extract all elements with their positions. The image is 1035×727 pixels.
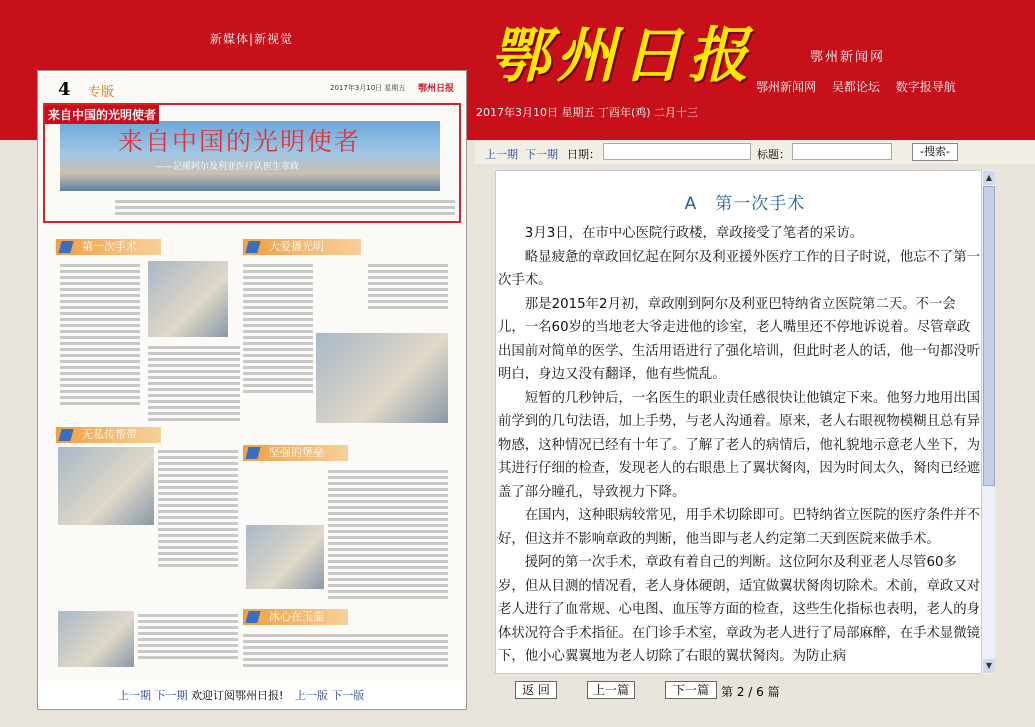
article-paragraph: 在国内，这种眼病较常见，用手术切除即可。巴特纳省立医院的医疗条件并不好，但这并不影响章政的判断，他当即与老人约定第二天到医院来做手术。 (498, 508, 981, 547)
photo-team (246, 525, 324, 589)
prev-article-button[interactable]: 上一篇 (587, 681, 635, 699)
next-issue-link[interactable]: 下一期 (154, 689, 188, 702)
article-paragraph: 3月3日，在市中心医院行政楼，章政接受了笔者的采访。 (524, 226, 864, 241)
article-counter: 第 2 / 6 篇 (721, 685, 780, 699)
article-hotspot[interactable] (43, 103, 461, 223)
photo-training (58, 447, 154, 525)
text-column-2 (148, 343, 240, 424)
text-column-7 (138, 611, 238, 662)
text-column-1 (60, 261, 140, 408)
page-number: 4 (58, 79, 71, 100)
banner-title: 来自中国的光明使者 (118, 127, 362, 156)
page-bottom-nav (38, 683, 466, 709)
search-button[interactable]: -搜索- (912, 143, 958, 161)
next-article-button[interactable]: 下一篇 (665, 681, 717, 699)
prev-page-link[interactable]: 上一版 (294, 689, 328, 702)
welcome-text: 欢迎订阅鄂州日报! (191, 689, 284, 702)
section-head-1[interactable]: 第一次手术 (56, 239, 161, 255)
article-pager (495, 678, 995, 702)
newspaper-page-image (38, 71, 466, 681)
back-button[interactable]: 返 回 (515, 681, 557, 699)
nav-link-news[interactable]: 鄂州新闻网 (756, 80, 817, 94)
section-head-4[interactable]: 坚强的堡垒 (243, 445, 348, 461)
issue-date: 2017年3月10日 星期五 丁酉年(鸡) 二月十三 (476, 106, 699, 119)
prev-issue-link[interactable]: 上一期 (118, 689, 151, 702)
date-input[interactable] (603, 143, 751, 160)
page-date: 2017年3月10日 星期五 (330, 84, 406, 92)
text-column-8 (243, 631, 448, 670)
text-column-4 (368, 261, 448, 312)
banner-subtitle: ——记援阿尔及利亚医疗队医生章政 (155, 162, 300, 172)
date-label: 日期： (567, 148, 600, 161)
page-preview-panel (37, 70, 467, 710)
photo-surgery (316, 333, 448, 423)
section-head-3[interactable]: 无私传帮带 (56, 427, 161, 443)
section-head-2[interactable]: 大爱播光明 (243, 239, 361, 255)
newspaper-logo[interactable]: 鄂州日报 (490, 21, 754, 91)
section-head-5[interactable]: 冰心在玉壶 (243, 609, 348, 625)
title-input[interactable] (792, 143, 892, 160)
scroll-down-arrow-icon[interactable]: ▼ (983, 659, 995, 673)
nav-link-forum[interactable]: 吴都论坛 (831, 80, 880, 94)
text-column-6 (328, 467, 448, 602)
nav-link-navigation[interactable]: 数字报导航 (895, 80, 956, 94)
scroll-thumb[interactable] (983, 186, 995, 486)
tagline: 新媒体|新视觉 (210, 32, 294, 46)
article-paragraph: 那是2015年2月初，章政刚到阿尔及利亚巴特纳省立医院第二天。不一会儿，一名60岁的当地老大爷走进他的诊室，老人嘴里还不停地诉说着。尽管章政出国前对简单的医学、生活用语进行了强化培训，但此时老人的话，他一句都没听明白，身边又没有翻译，他有些慌乱。 (498, 296, 981, 382)
prev-issue-link-top[interactable]: 上一期 (485, 148, 518, 161)
article-scrollbar[interactable] (981, 170, 995, 674)
search-bar (475, 140, 1035, 164)
article-paragraph: 短暂的几秒钟后，一名医生的职业责任感很快让他镇定下来。他努力地用出国前学到的几句法语，加上手势，与老人沟通着。原来，老人右眼视物模糊且总有异物感，这种情况已经有十年了。了解了老人的病情后，他礼貌地示意老人坐下，为其进行仔细的检查，发现老人的右眼患上了翼状胬肉，因为时间太久，胬肉已经遮盖了部分瞳孔，导致视力下降。 (498, 390, 981, 500)
article-panel (475, 140, 1035, 727)
article-content (495, 170, 995, 674)
top-nav (756, 78, 968, 95)
page-tag: 专版 (88, 85, 115, 100)
next-issue-link-top[interactable]: 下一期 (525, 148, 558, 161)
hotspot-label[interactable]: 来自中国的光明使者 (45, 105, 159, 124)
photo-doctor-1 (148, 261, 228, 337)
title-label: 标题： (757, 148, 790, 161)
banner-image (60, 121, 440, 191)
text-column-5 (158, 447, 238, 570)
scroll-up-arrow-icon[interactable]: ▲ (983, 171, 995, 185)
article-paragraph: 略显疲惫的章政回忆起在阿尔及利亚援外医疗工作的日子时说，他忘不了第一次手术。 (498, 249, 981, 288)
site-name[interactable]: 鄂州新闻网 (810, 50, 886, 65)
article-title: A 第一次手术 (684, 194, 806, 214)
photo-patient (58, 611, 134, 667)
intro-text-lines (115, 197, 455, 218)
page-mini-logo: 鄂州日报 (418, 84, 455, 94)
next-page-link[interactable]: 下一版 (331, 689, 365, 702)
article-paragraph: 援阿的第一次手术，章政有着自己的判断。这位阿尔及利亚老人尽管60多岁，但从目测的情况看，老人身体硬朗，适宜做翼状胬肉切除术。术前，章政又对老人进行了血常规、心电图、血压等方面的检查，这些生化指标也表明，老人的身体状况符合手术指征。在门诊手术室，章政为老人进行了局部麻醉，在手术显微镜下，他小心翼翼地为老人切除了右眼的翼状胬肉。为防止病 (498, 555, 981, 664)
text-column-3 (243, 261, 313, 396)
